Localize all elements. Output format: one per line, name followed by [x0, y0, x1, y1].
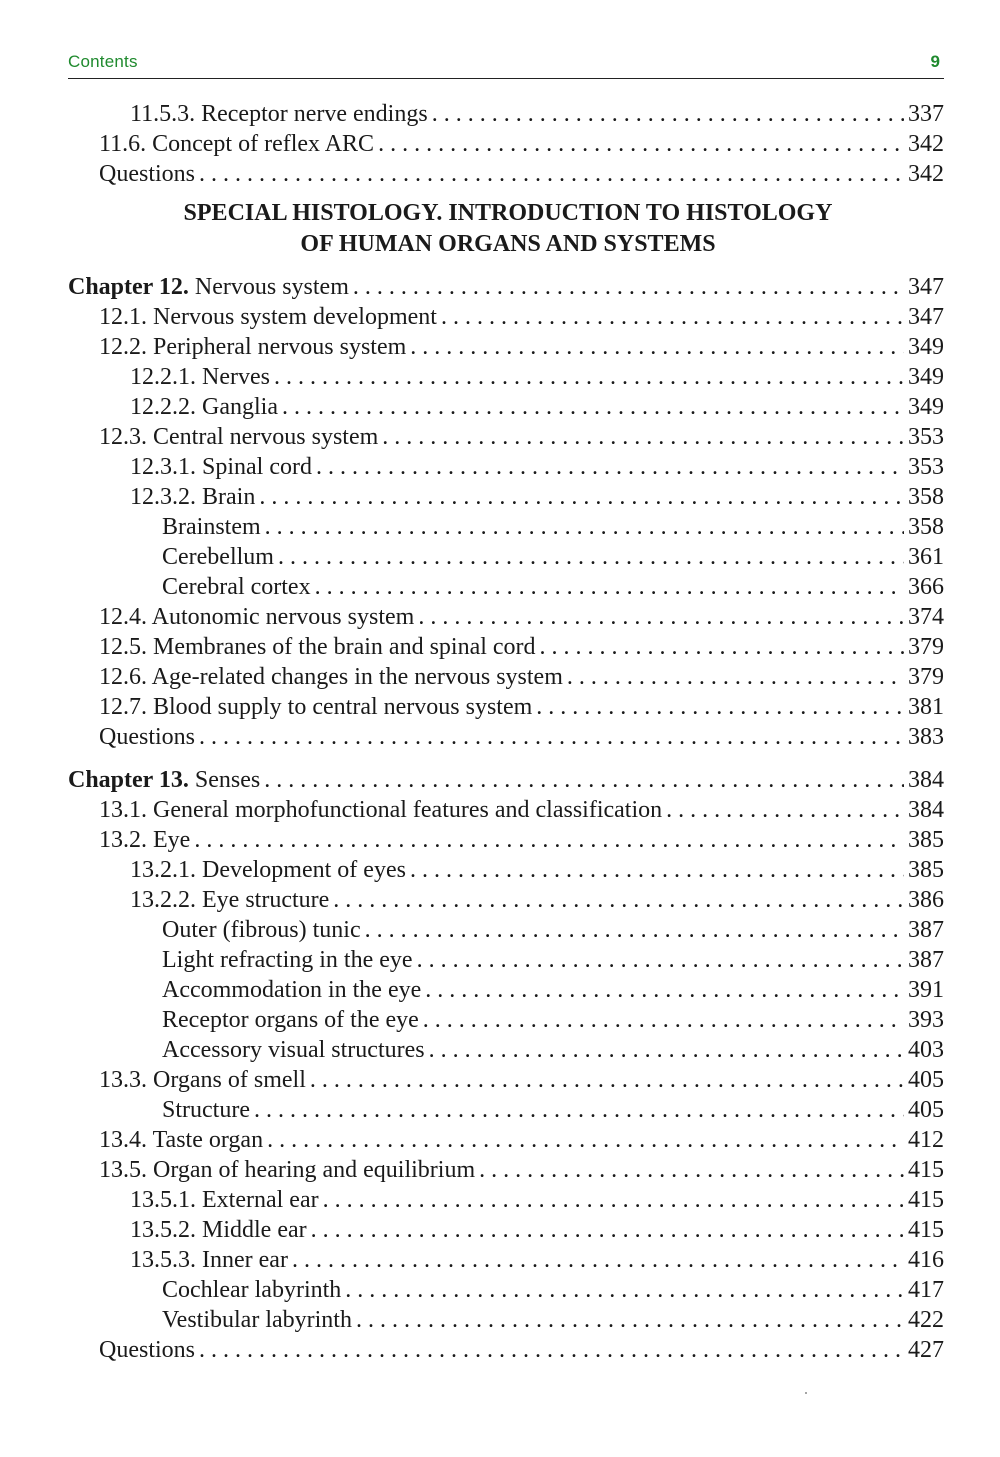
dot-leader	[425, 975, 904, 1005]
toc-entry	[68, 1245, 944, 1275]
toc-entry	[68, 915, 944, 945]
toc-entry-page: 353	[908, 454, 944, 480]
toc-entry-title: 12.1. Nervous system development	[99, 304, 437, 330]
toc-entry	[68, 452, 944, 482]
toc-entry-page: 379	[908, 664, 944, 690]
dot-leader	[536, 692, 904, 722]
toc-entry-title: Light refracting in the eye	[162, 947, 413, 973]
toc-entry-title: 13.3. Organs of smell	[99, 1067, 306, 1093]
toc-entry-page: 405	[908, 1097, 944, 1123]
dot-leader	[310, 1065, 904, 1095]
toc-entry-title: Accessory visual structures	[162, 1037, 425, 1063]
chapter-page: 384	[908, 767, 944, 793]
toc-entry-title: 12.3. Central nervous system	[99, 424, 379, 450]
toc-entry-page: 416	[908, 1247, 944, 1273]
toc-entry	[68, 332, 944, 362]
chapter-label: Chapter 12.	[68, 274, 189, 300]
toc-entry-title: Questions	[99, 724, 195, 750]
toc-entry-page: 342	[908, 131, 944, 157]
dot-leader	[378, 129, 904, 159]
chapter-entry-12	[68, 272, 944, 302]
dot-leader	[274, 362, 904, 392]
chapter-title	[68, 765, 264, 795]
dot-leader	[259, 482, 904, 512]
toc-entry-title: 12.2.2. Ganglia	[130, 394, 278, 420]
toc-entry	[68, 99, 944, 129]
toc-entry-page: 384	[908, 797, 944, 823]
toc-entry-page: 415	[908, 1217, 944, 1243]
dot-leader	[267, 1125, 904, 1155]
toc-entry-page: 361	[908, 544, 944, 570]
dot-leader	[382, 422, 904, 452]
toc-entry	[68, 1215, 944, 1245]
dot-leader	[194, 825, 904, 855]
toc-entry-page: 385	[908, 827, 944, 853]
dot-leader	[410, 332, 904, 362]
toc-entry-title: Brainstem	[162, 514, 261, 540]
chapter-entry-13	[68, 765, 944, 795]
part-heading	[68, 198, 944, 260]
chapter-name: Nervous system	[194, 274, 349, 300]
dot-leader	[323, 1185, 904, 1215]
running-head-title: Contents	[68, 52, 138, 71]
dot-leader	[410, 855, 904, 885]
toc-entry	[68, 632, 944, 662]
toc-entry	[68, 1095, 944, 1125]
table-of-contents	[68, 99, 944, 1365]
toc-entry	[68, 392, 944, 422]
book-page	[68, 48, 944, 1365]
toc-entry-title: 13.5. Organ of hearing and equilibrium	[99, 1157, 476, 1183]
chapter-label: Chapter 13.	[68, 767, 189, 793]
toc-entry-title: Receptor organs of the eye	[162, 1007, 419, 1033]
toc-entry-page: 353	[908, 424, 944, 450]
dot-leader	[365, 915, 904, 945]
dot-leader	[264, 765, 904, 795]
toc-entry	[68, 1065, 944, 1095]
toc-entry-page: 403	[908, 1037, 944, 1063]
scan-speck	[805, 1392, 807, 1394]
toc-entry	[68, 945, 944, 975]
dot-leader	[333, 885, 904, 915]
toc-entry-page: 381	[908, 694, 944, 720]
dot-leader	[429, 1035, 904, 1065]
toc-entry-page: 386	[908, 887, 944, 913]
toc-entry-page: 374	[908, 604, 944, 630]
dot-leader	[292, 1245, 904, 1275]
toc-entry-page: 358	[908, 514, 944, 540]
toc-entry-page: 349	[908, 334, 944, 360]
toc-entry	[68, 602, 944, 632]
toc-entry-title: 12.5. Membranes of the brain and spinal cord	[99, 634, 536, 660]
toc-entry-title: 11.5.3. Receptor nerve endings	[130, 101, 428, 127]
running-header	[68, 48, 944, 79]
toc-entry-title: 13.5.1. External ear	[130, 1187, 319, 1213]
toc-entry-page: 422	[908, 1307, 944, 1333]
dot-leader	[666, 795, 904, 825]
toc-entry-page: 366	[908, 574, 944, 600]
toc-entry-page: 415	[908, 1157, 944, 1183]
toc-entry-title: 13.5.2. Middle ear	[130, 1217, 307, 1243]
toc-entry-page: 383	[908, 724, 944, 750]
toc-entry	[68, 662, 944, 692]
dot-leader	[441, 302, 904, 332]
toc-entry-title: Cochlear labyrinth	[162, 1277, 342, 1303]
dot-leader	[540, 632, 904, 662]
toc-entry	[68, 1335, 944, 1365]
running-head-page-number: 9	[930, 52, 940, 71]
toc-entry	[68, 1155, 944, 1185]
dot-leader	[254, 1095, 904, 1125]
toc-entry	[68, 542, 944, 572]
toc-entry-title: 13.2.1. Development of eyes	[130, 857, 406, 883]
chapter-page: 347	[908, 274, 944, 300]
toc-entry-title: Vestibular labyrinth	[162, 1307, 352, 1333]
dot-leader	[417, 945, 904, 975]
dot-leader	[311, 1215, 904, 1245]
toc-entry-title: 13.2.2. Eye structure	[130, 887, 330, 913]
dot-leader	[316, 452, 904, 482]
toc-entry	[68, 1185, 944, 1215]
toc-entry-title: 13.2. Eye	[99, 827, 191, 853]
toc-entry	[68, 362, 944, 392]
toc-entry-page: 358	[908, 484, 944, 510]
toc-entry-title: 12.2.1. Nerves	[130, 364, 270, 390]
toc-entry-page: 412	[908, 1127, 944, 1153]
dot-leader	[418, 602, 904, 632]
toc-entry	[68, 795, 944, 825]
dot-leader	[278, 542, 904, 572]
toc-entry-title: 13.1. General morphofunctional features and classification	[99, 797, 663, 823]
dot-leader	[479, 1155, 904, 1185]
toc-entry	[68, 885, 944, 915]
dot-leader	[315, 572, 904, 602]
toc-entry-page: 347	[908, 304, 944, 330]
toc-entry	[68, 422, 944, 452]
toc-entry-page: 417	[908, 1277, 944, 1303]
chapter-name: Senses	[194, 767, 261, 793]
chapter-title	[68, 272, 353, 302]
toc-entry-page: 385	[908, 857, 944, 883]
toc-entry	[68, 722, 944, 752]
part-heading-line-2: OF HUMAN ORGANS AND SYSTEMS	[300, 231, 716, 257]
part-heading-line-1: SPECIAL HISTOLOGY. INTRODUCTION TO HISTOLOGY	[183, 200, 833, 226]
toc-entry	[68, 1035, 944, 1065]
dot-leader	[356, 1305, 904, 1335]
toc-entry	[68, 482, 944, 512]
dot-leader	[567, 662, 904, 692]
toc-entry	[68, 129, 944, 159]
dot-leader	[282, 392, 904, 422]
dot-leader	[345, 1275, 904, 1305]
toc-entry	[68, 1005, 944, 1035]
toc-entry	[68, 512, 944, 542]
toc-entry-title: Accommodation in the eye	[162, 977, 422, 1003]
toc-entry-page: 337	[908, 101, 944, 127]
dot-leader	[432, 99, 904, 129]
toc-entry	[68, 572, 944, 602]
toc-entry-title: 12.3.2. Brain	[130, 484, 256, 510]
toc-entry-page: 387	[908, 947, 944, 973]
toc-entry	[68, 975, 944, 1005]
toc-entry-title: 12.4. Autonomic nervous system	[99, 604, 415, 630]
toc-entry	[68, 159, 944, 189]
toc-entry-page: 379	[908, 634, 944, 660]
toc-entry-page: 427	[908, 1337, 944, 1363]
toc-entry	[68, 692, 944, 722]
toc-entry	[68, 855, 944, 885]
toc-entry	[68, 825, 944, 855]
toc-entry-title: Cerebral cortex	[162, 574, 311, 600]
toc-entry-page: 387	[908, 917, 944, 943]
toc-entry-page: 393	[908, 1007, 944, 1033]
toc-entry-page: 349	[908, 364, 944, 390]
dot-leader	[199, 722, 904, 752]
toc-entry-page: 342	[908, 161, 944, 187]
toc-entry-page: 405	[908, 1067, 944, 1093]
toc-entry-title: 13.5.3. Inner ear	[130, 1247, 288, 1273]
toc-entry	[68, 302, 944, 332]
toc-entry-title: 12.2. Peripheral nervous system	[99, 334, 407, 360]
toc-entry-page: 349	[908, 394, 944, 420]
toc-entry-title: 12.7. Blood supply to central nervous system	[99, 694, 533, 720]
toc-entry-title: 12.3.1. Spinal cord	[130, 454, 312, 480]
dot-leader	[353, 272, 904, 302]
toc-entry-title: Questions	[99, 1337, 195, 1363]
dot-leader	[265, 512, 904, 542]
toc-entry	[68, 1125, 944, 1155]
toc-entry-title: Cerebellum	[162, 544, 274, 570]
toc-entry	[68, 1275, 944, 1305]
toc-entry-title: 13.4. Taste organ	[99, 1127, 264, 1153]
toc-entry	[68, 1305, 944, 1335]
toc-entry-title: Outer (fibrous) tunic	[162, 917, 361, 943]
toc-entry-page: 415	[908, 1187, 944, 1213]
toc-entry-page: 391	[908, 977, 944, 1003]
toc-entry-title: Structure	[162, 1097, 250, 1123]
dot-leader	[423, 1005, 904, 1035]
toc-entry-title: 11.6. Concept of reflex ARC	[99, 131, 375, 157]
dot-leader	[199, 159, 904, 189]
toc-entry-title: Questions	[99, 161, 195, 187]
toc-entry-title: 12.6. Age-related changes in the nervous system	[99, 664, 563, 690]
dot-leader	[199, 1335, 904, 1365]
